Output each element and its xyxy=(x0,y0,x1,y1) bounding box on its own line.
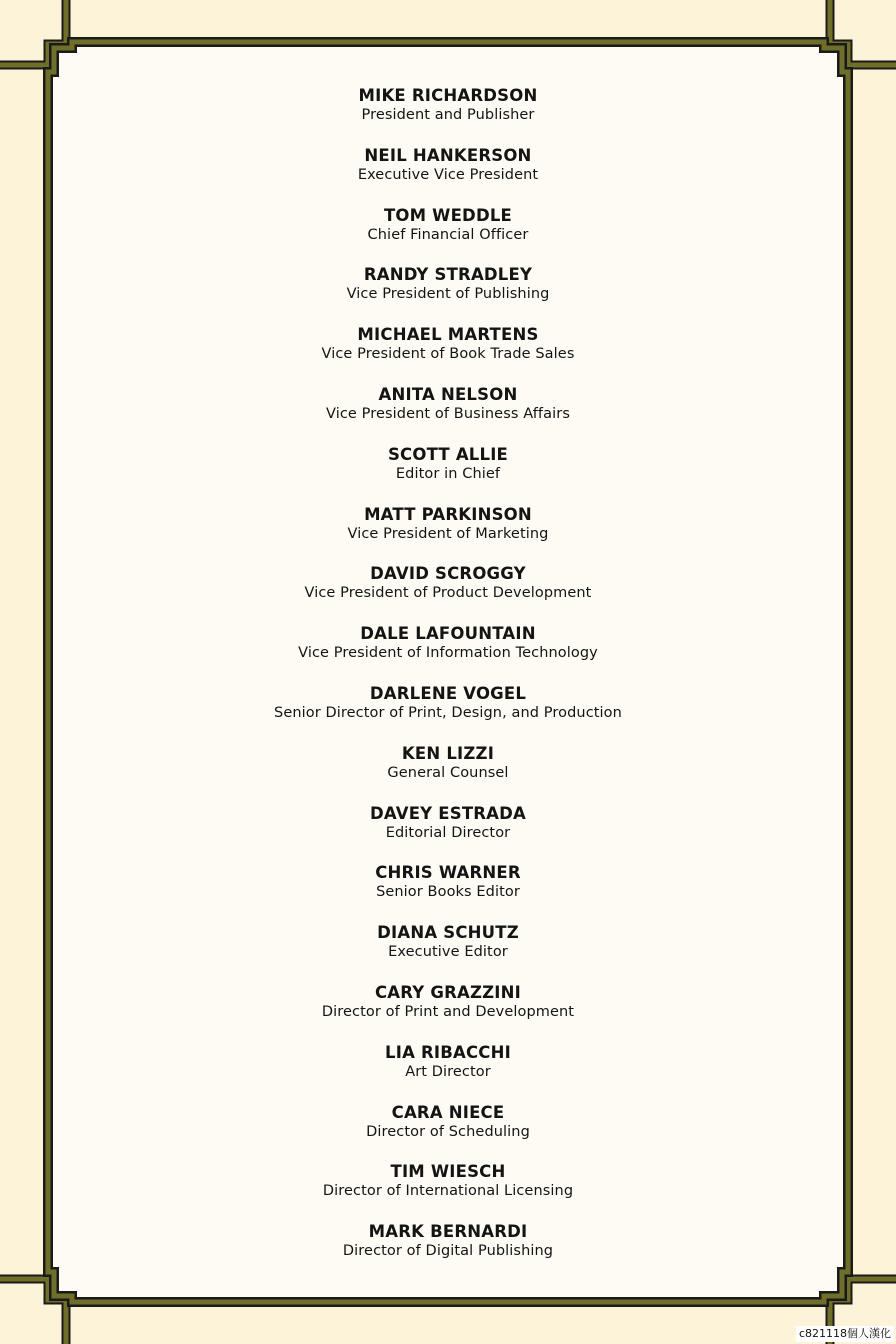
credit-entry xyxy=(60,684,836,744)
credit-role: Director of Print and Development xyxy=(321,1003,575,1020)
credit-entry xyxy=(60,804,836,864)
credit-name: SCOTT ALLIE xyxy=(387,444,509,464)
credit-role: Director of International Licensing xyxy=(322,1183,574,1200)
credit-role: General Counsel xyxy=(387,764,509,781)
credit-entry xyxy=(60,325,836,385)
credit-entry xyxy=(60,1103,836,1163)
credit-name: DARLENE VOGEL xyxy=(369,683,527,703)
credit-entry xyxy=(60,445,836,505)
credit-name: DAVID SCROGGY xyxy=(370,564,526,584)
credit-role: Editorial Director xyxy=(385,824,511,841)
credit-name: NEIL HANKERSON xyxy=(364,145,532,165)
credit-name: RANDY STRADLEY xyxy=(363,265,533,285)
credit-name: TOM WEDDLE xyxy=(383,205,513,225)
credit-role: Vice President of Publishing xyxy=(346,286,550,303)
credit-name: CARA NIECE xyxy=(391,1102,505,1122)
credit-entry xyxy=(60,624,836,684)
credit-role: Director of Digital Publishing xyxy=(342,1243,554,1260)
credit-name: MARK BERNARDI xyxy=(368,1222,528,1242)
credit-name: LIA RIBACCHI xyxy=(385,1042,511,1062)
credit-role: Vice President of Information Technology xyxy=(298,645,598,662)
credit-entry xyxy=(60,146,836,206)
credit-entry xyxy=(60,983,836,1043)
credit-name: TIM WIESCH xyxy=(390,1162,506,1182)
credit-role: Vice President of Product Development xyxy=(304,585,592,602)
credit-entry xyxy=(60,385,836,445)
credit-name: DAVEY ESTRADA xyxy=(369,803,527,823)
credit-entry xyxy=(60,863,836,923)
credit-name: MIKE RICHARDSON xyxy=(358,86,538,105)
credit-name: KEN LIZZI xyxy=(401,743,495,763)
credit-role: Chief Financial Officer xyxy=(367,226,529,243)
credit-entry xyxy=(60,206,836,266)
credit-name: MICHAEL MARTENS xyxy=(357,325,539,345)
credit-entry xyxy=(60,564,836,624)
credit-entry xyxy=(60,265,836,325)
credit-role: Editor in Chief xyxy=(395,465,501,482)
credit-role: Vice President of Marketing xyxy=(347,525,549,542)
credit-role: President and Publisher xyxy=(361,107,535,123)
credit-entry xyxy=(60,744,836,804)
credit-role: Senior Books Editor xyxy=(376,884,520,901)
credit-name: MATT PARKINSON xyxy=(364,504,532,524)
credit-role: Executive Vice President xyxy=(357,166,539,183)
credit-name: DIANA SCHUTZ xyxy=(377,923,519,943)
credit-role: Executive Editor xyxy=(388,944,508,961)
credit-name: CHRIS WARNER xyxy=(375,863,521,883)
credit-entry xyxy=(60,1162,836,1222)
credit-role: Vice President of Business Affairs xyxy=(326,405,570,422)
credit-entry xyxy=(60,1222,836,1282)
credit-role: Senior Director of Print, Design, and Production xyxy=(274,704,622,721)
credit-entry xyxy=(60,923,836,983)
credit-role: Art Director xyxy=(405,1063,491,1080)
credit-name: CARY GRAZZINI xyxy=(374,982,521,1002)
credit-entry xyxy=(60,86,836,146)
credit-name: ANITA NELSON xyxy=(378,384,518,404)
credit-role: Vice President of Book Trade Sales xyxy=(321,346,575,363)
credit-name: DALE LAFOUNTAIN xyxy=(360,624,536,644)
credit-entry xyxy=(60,1043,836,1103)
credit-role: Director of Scheduling xyxy=(366,1123,530,1140)
credit-entry xyxy=(60,505,836,565)
watermark: c821118個人漢化 xyxy=(796,1326,894,1342)
staff-credits-list xyxy=(60,86,836,1282)
